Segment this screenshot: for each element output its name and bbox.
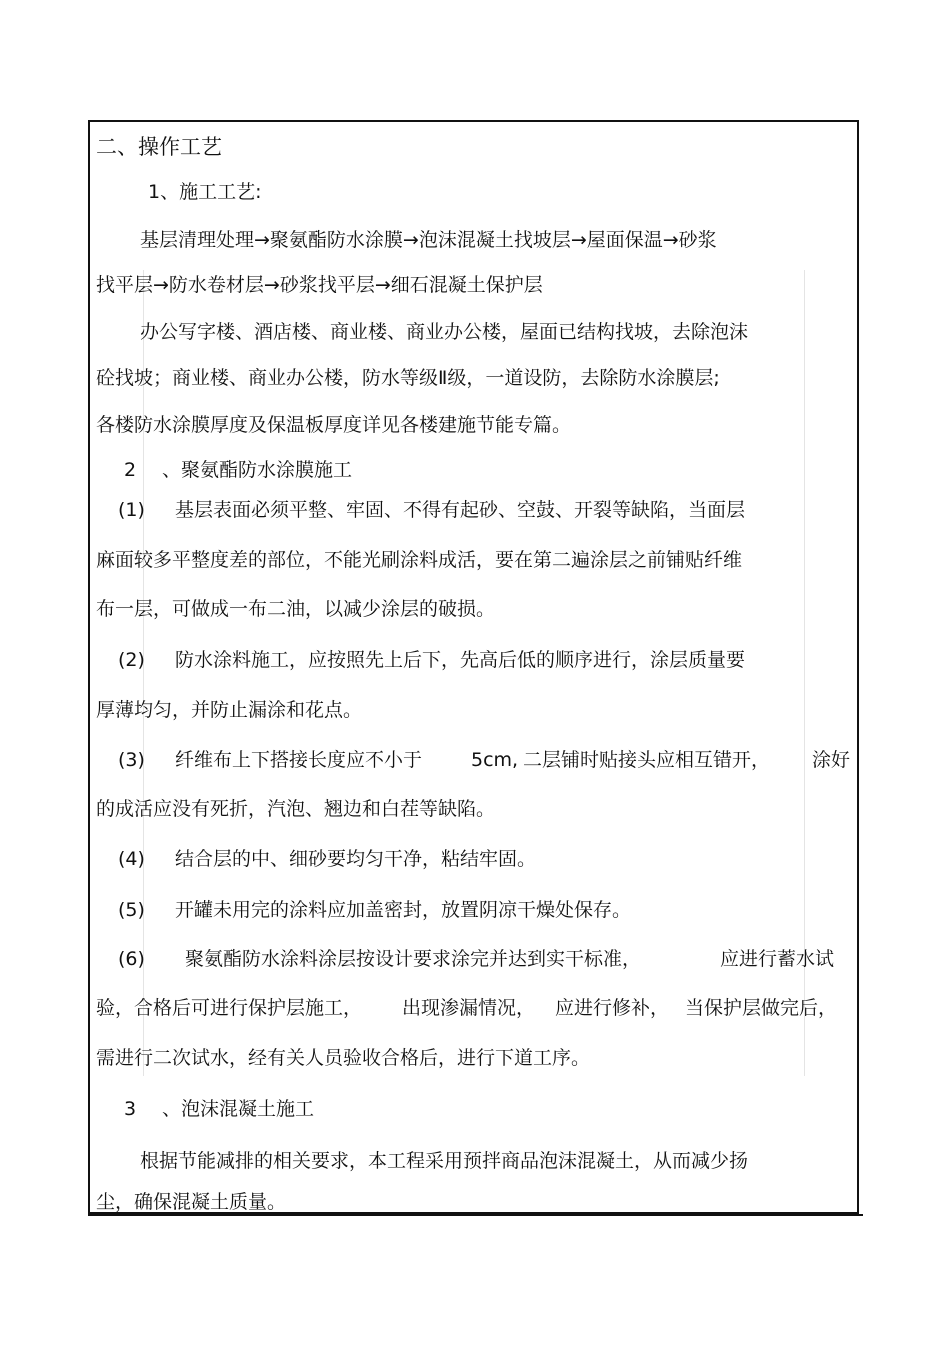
item-number-2: (2) xyxy=(118,649,145,671)
table-bottom-border xyxy=(88,1214,863,1216)
paragraph-line: 厚薄均匀，并防止漏涂和花点。 xyxy=(96,699,363,721)
paragraph-line: 各楼防水涂膜厚度及保温板厚度详见各楼建施节能专篇。 xyxy=(96,414,572,436)
item-number-1: (1) xyxy=(118,499,145,521)
subsection-number-3: 3 xyxy=(124,1098,137,1120)
paragraph-line: 基层清理处理→聚氨酯防水涂膜→泡沫混凝土找坡层→屋面保温→砂浆 xyxy=(140,229,717,251)
section-heading: 二、操作工艺 xyxy=(96,135,222,159)
paragraph-line: 根据节能减排的相关要求，本工程采用预拌商品泡沫混凝土，从而减少扬 xyxy=(140,1150,749,1172)
item-number-6: (6) xyxy=(118,948,145,970)
item-number-4: (4) xyxy=(118,848,145,870)
paragraph-line: 当保护层做完后， xyxy=(685,997,838,1019)
paragraph-line: 办公写字楼、酒店楼、商业楼、商业办公楼，屋面已结构找坡，去除泡沫 xyxy=(140,321,749,343)
paragraph-line: 纤维布上下搭接长度应不小于 xyxy=(175,749,423,771)
paragraph-line: 的成活应没有死折，汽泡、翘边和白茬等缺陷。 xyxy=(96,798,496,820)
item-number-5: (5) xyxy=(118,899,145,921)
paragraph-line: 尘，确保混凝土质量。 xyxy=(96,1191,287,1213)
paragraph-line: 找平层→防水卷材层→砂浆找平层→细石混凝土保护层 xyxy=(96,274,543,296)
measurement-text: 5cm, xyxy=(471,749,519,771)
paragraph-line: 砼找坡；商业楼、商业办公楼，防水等级Ⅱ级，一道设防，去除防水涂膜层; xyxy=(96,367,720,389)
paragraph-line: 麻面较多平整度差的部位，不能光刷涂料成活，要在第二遍涂层之前铺贴纤维 xyxy=(96,549,743,571)
paragraph-line: 涂好 xyxy=(812,749,851,771)
paragraph-line: 结合层的中、细砂要均匀干净，粘结牢固。 xyxy=(175,848,537,870)
paragraph-line: 开罐未用完的涂料应加盖密封，放置阴凉干燥处保存。 xyxy=(175,899,632,921)
paragraph-line: 应进行蓄水试 xyxy=(720,948,835,970)
paragraph-line: 聚氨酯防水涂料涂层按设计要求涂完并达到实干标准， xyxy=(185,948,642,970)
paragraph-line: 防水涂料施工，应按照先上后下，先高后低的顺序进行，涂层质量要 xyxy=(175,649,746,671)
paragraph-line: 布一层，可做成一布二油，以减少涂层的破损。 xyxy=(96,598,496,620)
paragraph-line: 二层铺时贴接头应相互错开， xyxy=(523,749,771,771)
paragraph-line: 需进行二次试水，经有关人员验收合格后，进行下道工序。 xyxy=(96,1047,591,1069)
paragraph-line: 应进行修补， xyxy=(555,997,670,1019)
subsection-heading-3: 、泡沫混凝土施工 xyxy=(162,1098,315,1120)
subsection-heading-2: 、聚氨酯防水涂膜施工 xyxy=(162,459,353,481)
paragraph-line: 出现渗漏情况， xyxy=(402,997,536,1019)
item-number-3: (3) xyxy=(118,749,145,771)
paragraph-line: 验，合格后可进行保护层施工， xyxy=(96,997,363,1019)
paragraph-line: 基层表面必须平整、牢固、不得有起砂、空鼓、开裂等缺陷，当面层 xyxy=(175,499,746,521)
subsection-number-2: 2 xyxy=(124,459,137,481)
subsection-heading-1: 1、施工工艺: xyxy=(148,181,262,203)
